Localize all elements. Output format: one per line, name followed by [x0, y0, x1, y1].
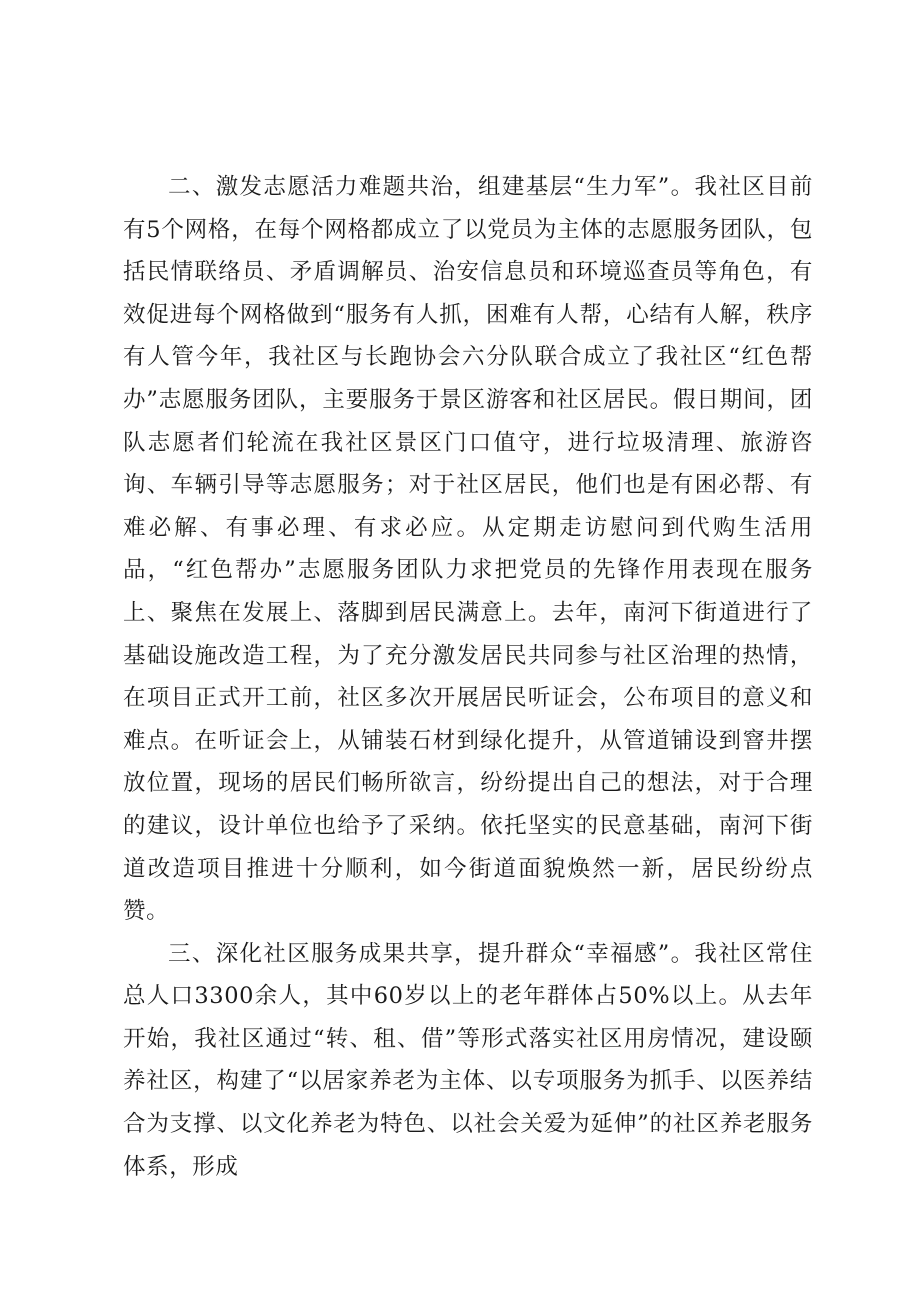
paragraph-volunteer-service: 二、激发志愿活力难题共治，组建基层“生力军”。我社区目前有5个网格，在每个网格都成立了以党员为主体的志愿服务团队，包括民情联络员、矛盾调解员、治安信息员和环境巡查员等角色，有效促进每个网格做到“服务有人抓，困难有人帮，心结有人解，秩序有人管今年，我社区与长跑协会六分队联合成立了我社区“红色帮办”志愿服务团队，主要服务于景区游客和社区居民。假日期间，团队志愿者们轮流在我社区景区门口值守，进行垃圾清理、旅游咨询、车辆引导等志愿服务；对于社区居民，他们也是有困必帮、有难必解、有事必理、有求必应。从定期走访慰问到代购生活用品，“红色帮办”志愿服务团队力求把党员的先锋作用表现在服务上、聚焦在发展上、落脚到居民满意上。去年，南河下街道进行了基础设施改造工程，为了充分激发居民共同参与社区治理的热情，在项目正式开工前，社区多次开展居民听证会，公布项目的意义和难点。在听证会上，从铺装石材到绿化提升，从管道铺设到窨井摆放位置，现场的居民们畅所欲言，纷纷提出自己的想法，对于合理的建议，设计单位也给予了采纳。依托坚实的民意基础，南河下街道改造项目推进十分顺利，如今街道面貌焕然一新，居民纷纷点赞。 — [123, 174, 813, 925]
document-body — [123, 166, 813, 1188]
paragraph-community-service: 三、深化社区服务成果共享，提升群众“幸福感”。我社区常住总人口3300余人，其中60岁以上的老年群体占50%以上。从去年开始，我社区通过“转、租、借”等形式落实社区用房情况，建设颐养社区，构建了“以居家养老为主体、以专项服务为抓手、以医养结合为支撑、以文化养老为特色、以社会关爱为延伸”的社区养老服务体系，形成 — [123, 940, 813, 1180]
